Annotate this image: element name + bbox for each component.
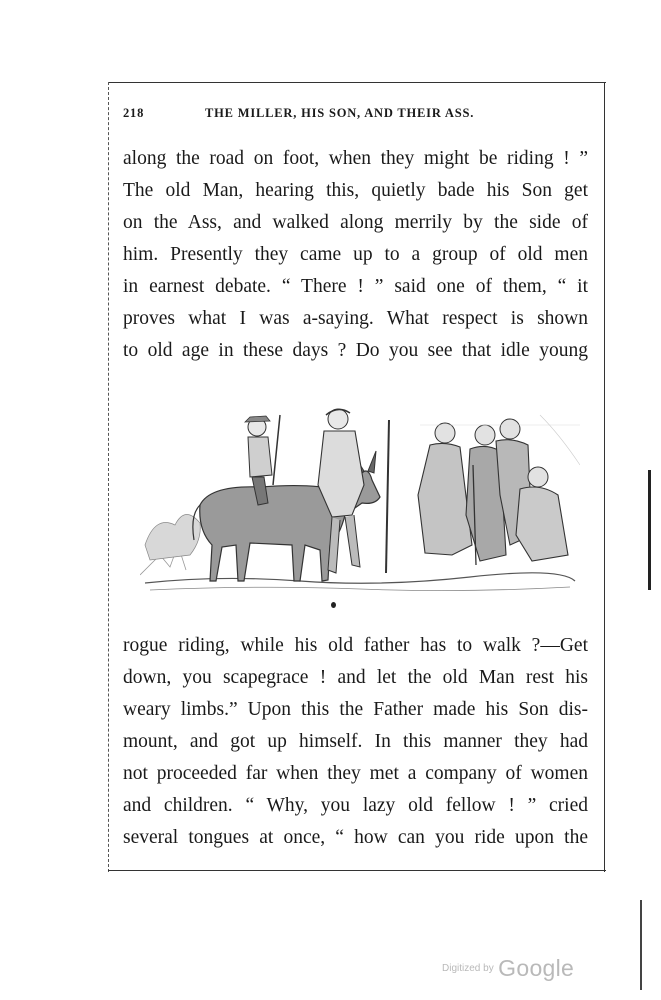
stray-mark [331,602,336,608]
text-line: weary limbs.” Upon this the Father made his Son dis- [123,699,588,720]
page-frame-left [108,82,109,872]
page-frame-top [108,82,606,83]
digitized-watermark [442,955,574,982]
text-line: on the Ass, and walked along merrily by the side of [123,212,588,233]
text-line: proves what I was a-saying. What respect is shown [123,308,588,329]
text-line: to old age in these days ? Do you see that idle young [123,340,588,361]
text-line: in earnest debate. “ There ! ” said one of them, “ it [123,276,588,297]
watermark-brand: Google [498,955,575,981]
scan-edge-mark-lower [640,900,642,990]
page-number: 218 [123,106,145,120]
text-line: down, you scapegrace ! and let the old Man rest his [123,667,588,688]
text-line: rogue riding, while his old father has to walk ?—Get [123,635,588,656]
body-text-bottom [123,630,588,854]
page-frame-right [604,82,605,872]
text-line: The old Man, hearing this, quietly bade his Son get [123,180,588,201]
text-line: several tongues at once, “ how can you ride upon the [123,827,588,848]
running-title: THE MILLER, HIS SON, AND THEIR ASS. [205,106,475,120]
text-line: and children. “ Why, you lazy old fellow ! ” cried [123,795,588,816]
text-line: along the road on foot, when they might be riding ! ” [123,148,588,169]
page-header [123,106,593,126]
text-line: mount, and got up himself. In this manner they had [123,731,588,752]
scan-edge-mark [648,470,651,590]
engraving-icon [140,405,580,605]
engraving-illustration [140,405,580,605]
text-line: not proceeded far when they met a company of women [123,763,588,784]
page-frame-bottom [108,870,606,871]
text-line: him. Presently they came up to a group of old men [123,244,588,265]
body-text-top [123,143,588,367]
watermark-prefix: Digitized by [442,963,494,974]
